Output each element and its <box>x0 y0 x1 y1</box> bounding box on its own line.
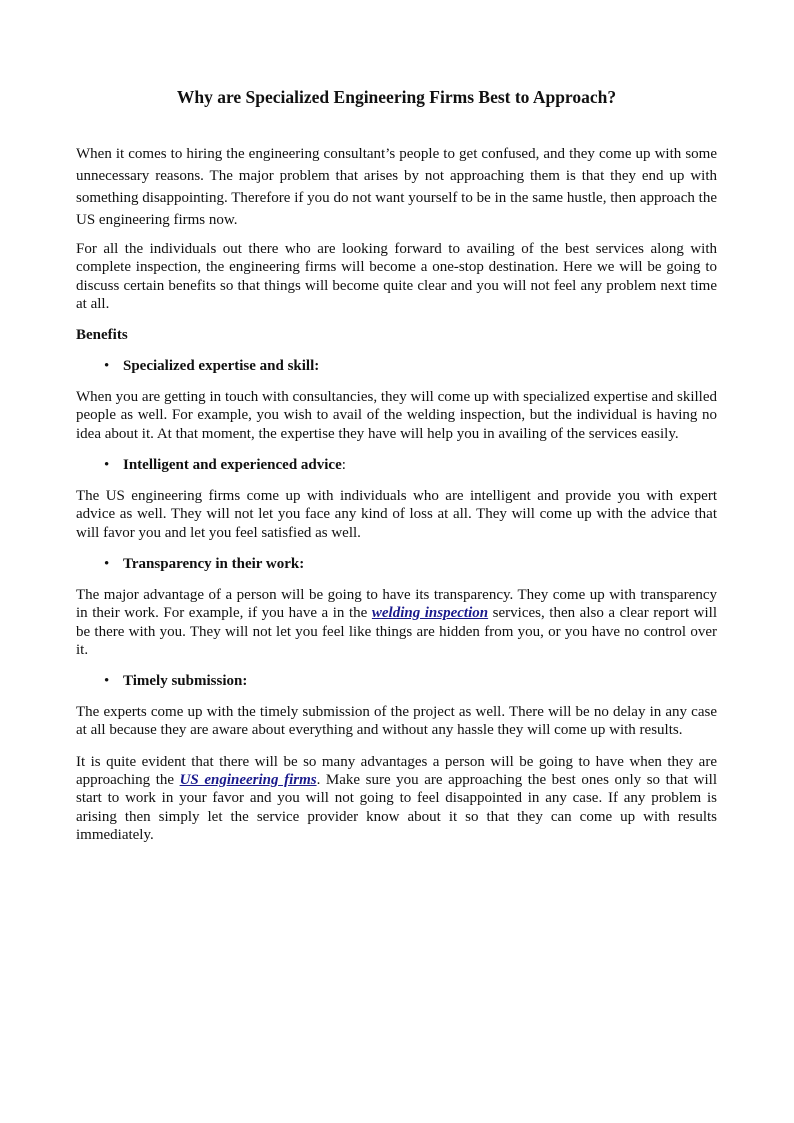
us-engineering-firms-link[interactable]: US engineering firms <box>179 772 317 789</box>
body-text: It is quite evident that there will be so many advantages a person will be going to have when they are approaching the <box>76 753 717 789</box>
benefit-title: Transparency in their work: <box>123 555 305 572</box>
benefit-heading-advice <box>76 456 717 474</box>
benefit-body-expertise: When you are getting in touch with consultancies, they will come up with specialized expertise and skilled people as well. For example, you wish to avail of the welding inspection, but the individual is having no idea about it. At that moment, the expertise they have will help you in availing of the services easily. <box>76 389 717 442</box>
benefit-body-advice: The US engineering firms come up with individuals who are intelligent and provide you with expert advice as well. They will not let you face any kind of loss at all. They will come up with the advice that will favor you and let you feel satisfied as well. <box>76 488 717 541</box>
benefit-title-suffix: : <box>341 457 346 474</box>
benefit-body-transparency <box>76 586 717 659</box>
body-text: The major advantage of a person will be going to have its transparency. They come up with transparency in their work. For example, if you have a in the <box>76 586 717 622</box>
body-text: . Make sure you are approaching the best ones only so that will start to work in your favor and you will not going to feel disappointed in any case. If any problem is arising then simply let the service provider know about it so that they can come up with results immediately. <box>76 772 717 843</box>
bullet-icon: • <box>104 457 110 474</box>
benefits-heading: Benefits <box>76 327 128 344</box>
document-page <box>76 0 717 844</box>
benefit-title: Specialized expertise and skill: <box>123 358 320 375</box>
welding-inspection-link[interactable]: welding inspection <box>371 605 489 622</box>
intro-paragraph-1: When it comes to hiring the engineering consultant’s people to get confused, and they come up with some unnecessary reasons. The major problem that arises by not approaching them is that they end up with something disappointing. Therefore if you do not want yourself to be in the same hustle, then approach the US engineering firms now. <box>76 146 717 228</box>
document-title: Why are Specialized Engineering Firms Best to Approach? <box>176 87 617 107</box>
benefit-body-timely: The experts come up with the timely submission of the project as well. There will be no delay in any case at all because they are aware about everything and without any hassle they will come up with results. <box>76 704 717 739</box>
bullet-icon: • <box>104 673 110 690</box>
bullet-icon: • <box>104 555 110 572</box>
benefit-title: Intelligent and experienced advice <box>123 457 342 474</box>
intro-paragraph-2: For all the individuals out there who are looking forward to availing of the best services along with complete inspection, the engineering firms will become a one-stop destination. Here we will be going to discuss certain benefits so that things will become quite clear and you will not feel any problem next time at all. <box>76 241 717 312</box>
benefit-heading-transparency <box>76 555 717 573</box>
benefit-heading-expertise <box>76 357 717 375</box>
benefit-heading-timely <box>76 672 717 690</box>
bullet-icon: • <box>104 358 110 375</box>
conclusion-paragraph <box>76 753 717 844</box>
body-text: services, then also a clear report will be there with you. They will not let you feel like things are hidden from you, or you have no control over it. <box>76 605 718 658</box>
benefit-title: Timely submission: <box>123 673 248 690</box>
